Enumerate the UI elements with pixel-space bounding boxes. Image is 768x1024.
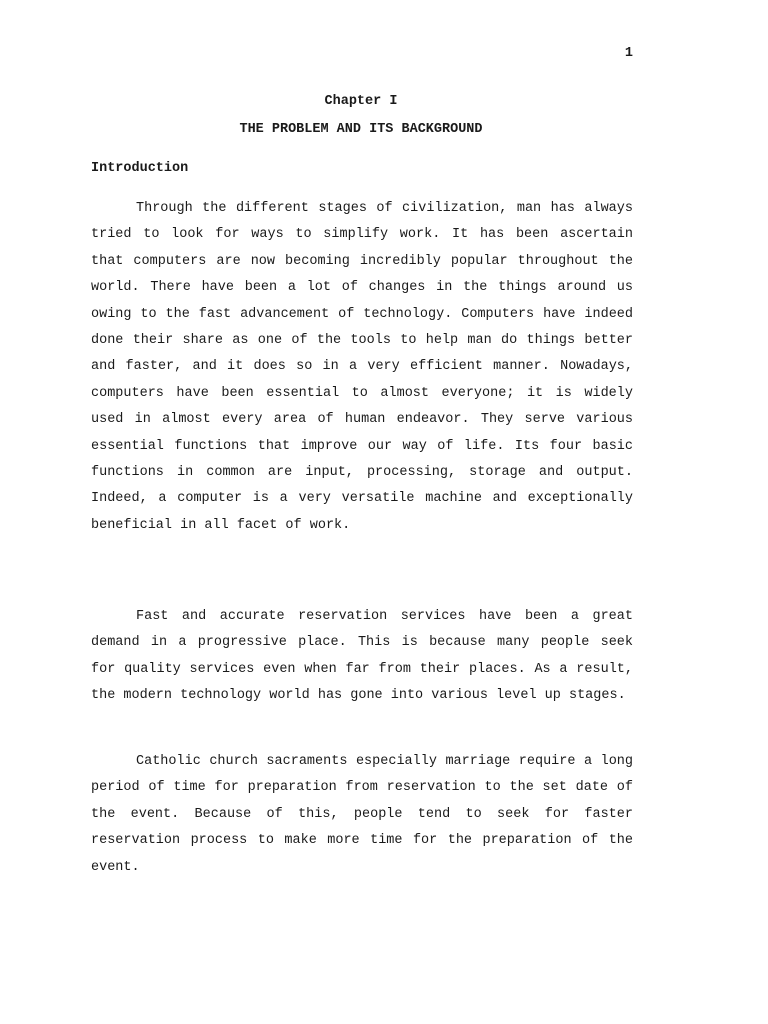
body-paragraph: Fast and accurate reservation services have been a great demand in a progressive place. This is because many people seek for quality services even when far from their places. As a result, the modern technology world has gone into various level up stages. <box>91 609 633 704</box>
chapter-title: THE PROBLEM AND ITS BACKGROUND <box>239 122 483 137</box>
body-paragraph: Catholic church sacraments especially marriage require a long period of time for preparation from reservation to the set date of the event. Because of this, people tend to seek for faster reservation process to make more time for the preparation of the event. <box>91 754 633 875</box>
body-paragraph: Through the different stages of civilization, man has always tried to look for ways to simplify work. It has been ascertain that computers are now becoming incredibly popular throughout the world. There have been a lot of changes in the things around us owing to the fast advancement of technology. Computers have indeed done their share as one of the tools to help man do things better and faster, and it does so in a very efficient manner. Nowadays, computers have been essential to almost everyone; it is widely used in almost every area of human endeavor. They serve various essential functions that improve our way of life. Its four basic functions in common are input, processing, storage and output. Indeed, a computer is a very versatile machine and exceptionally beneficial in all facet of work. <box>91 201 633 533</box>
section-heading: Introduction <box>91 161 189 176</box>
chapter-label: Chapter I <box>324 94 398 109</box>
page-number: 1 <box>624 46 633 61</box>
